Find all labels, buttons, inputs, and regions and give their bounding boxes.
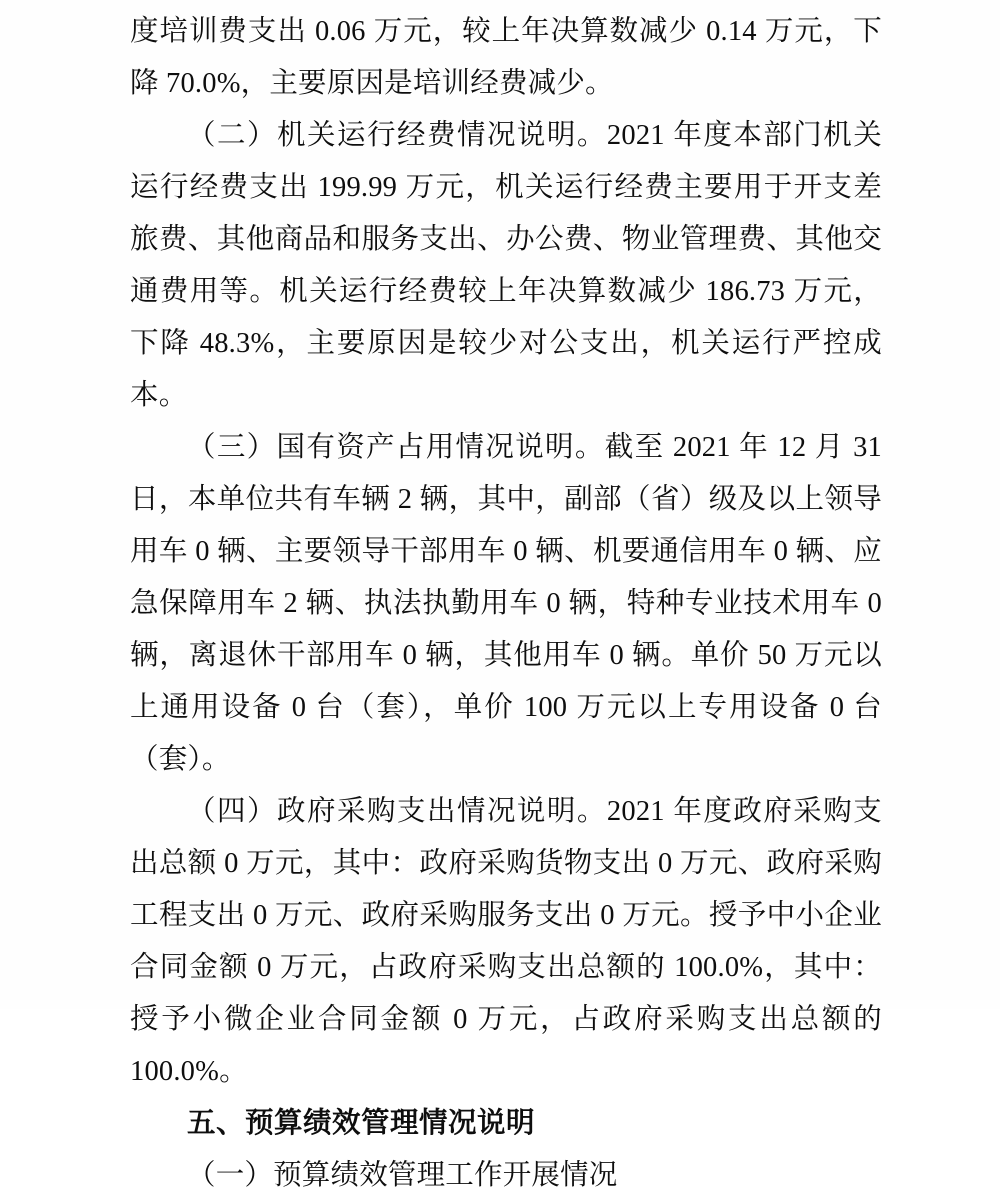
heading-budget-performance-management: 五、预算绩效管理情况说明: [187, 1108, 536, 1139]
paragraph-state-assets: （三）国有资产占用情况说明。截至 2021 年 12 月 31 日，本单位共有车辆 2 辆，其中，副部（省）级及以上领导用车 0 辆、主要领导干部用车 0 辆、机要通信用车 0 辆、应急保障用车 2 辆、执法执勤用车 0 辆，特种专业技术用车 0 辆，离退休干部用车 0 辆，其他用车 0 辆。单价 50 万元以上通用设备 0 台（套），单价 100 万元以上专用设备 0 台（套）。: [130, 432, 882, 775]
paragraph-government-procurement: （四）政府采购支出情况说明。2021 年度政府采购支出总额 0 万元，其中：政府采购货物支出 0 万元、政府采购工程支出 0 万元、政府采购服务支出 0 万元。授予中小企业合同金额 0 万元，占政府采购支出总额的 100.0%，其中：授予小微企业合同金额 0 万元，占政府采购支出总额的 100.0%。: [130, 796, 882, 1087]
paragraph-performance-work-development: （一）预算绩效管理工作开展情况: [187, 1160, 618, 1191]
paragraph-continuation-training: 度培训费支出 0.06 万元，较上年决算数减少 0.14 万元，下降 70.0%，主要原因是培训经费减少。: [130, 16, 882, 99]
paragraph-operating-funds: （二）机关运行经费情况说明。2021 年度本部门机关运行经费支出 199.99 万元，机关运行经费主要用于开支差旅费、其他商品和服务支出、办公费、物业管理费、其他交通费用等。机关运行经费较上年决算数减少 186.73 万元，下降 48.3%，主要原因是较少对公支出，机关运行严控成本。: [130, 120, 882, 411]
